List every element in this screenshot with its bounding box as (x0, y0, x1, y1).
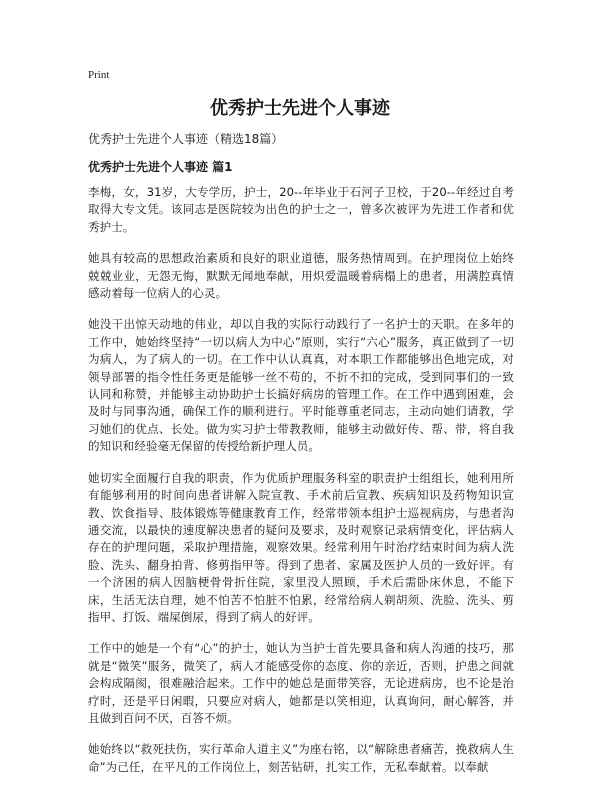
page-title: 优秀护士先进个人事迹 (210, 98, 390, 119)
print-link[interactable]: Print (88, 69, 110, 81)
section-heading: 优秀护士先进个人事迹 篇1 (88, 160, 233, 174)
paragraph: 她没干出惊天动地的伟业，却以自我的实际行动践行了一名护士的天职。在多年的工作中，她始终坚持“一切以病人为中心”原则，实行“六心”服务，真正做到了一切为病人，为了病人的一切。在工作中认认真真，对本职工作都能够出色地完成，对领导部署的指令性任务更是能够一丝不苟的，不折不扣的完成，受到同事们的一致认同和称赞，并能够主动协助护士长搞好病房的管理工作。在工作中遇到困难，会及时与同事沟通，确保工作的顺利进行。平时能尊重老同志，主动向她们请教，学习她们的优点、长处。做为实习护士带教教师，能够主动做好传、帮、带，将自我的知识和经验毫无保留的传授给新护理人员。 (88, 317, 514, 454)
paragraph: 她具有较高的思想政治素质和良好的职业道德，服务热情周到。在护理岗位上始终兢兢业业，无怨无悔，默默无闻地奉献，用炽爱温暖着病榻上的患者，用满腔真情感动着每一位病人的心灵。 (88, 251, 514, 301)
paragraph: 工作中的她是一个有“心”的护士，她认为当护士首先要具备和病人沟通的技巧，那就是“微笑”服务，微笑了，病人才能感受你的态度、你的亲近，否则，护患之间就会构成隔阂，很难融洽起来。工作中的她总是面带笑容，无论进病房，也不论是治疗时，还是平日闲暇，只要应对病人，她都是以笑相迎，认真询问，耐心解答，并且做到百问不厌，百答不烦。 (88, 641, 514, 725)
paragraph: 她始终以“救死扶伤，实行革命人道主义”为座右铭，以“解除患者痛苦，挽救病人生命”为己任，在平凡的工作岗位上，刻苦钻研，扎实工作，无私奉献着。以奉献 (88, 742, 514, 774)
article-body (88, 184, 514, 790)
paragraph: 她切实全面履行自我的职责，作为优质护理服务科室的职责护士组组长，她利用所有能够利用的时间向患者讲解入院宣教、手术前后宣教、疾病知识及药物知识宣教、饮食指导、肢体锻炼等健康教育工作，经常带领本组护士巡视病房，与患者沟通交流，以最快的速度解决患者的疑问及要求，及时观察记录病情变化，评估病人存在的护理问题，采取护理措施，观察效果。经常利用午时治疗结束时间为病人洗脸、洗头、翻身拍背、修剪指甲等。得到了患者、家属及医护人员的一致好评。有一个济困的病人因脑梗骨骨折住院，家里没人照顾，手术后需卧床休息，不能下床，生活无法自理，她不怕苦不怕脏不怕累，经常给病人剃胡须、洗脸、洗头、剪指甲、打饭、端屎倒尿，得到了病人的好评。 (88, 470, 514, 624)
document-subtitle: 优秀护士先进个人事迹（精选18篇） (88, 132, 284, 146)
paragraph: 李梅，女，31岁，大专学历，护士，20--年毕业于石河子卫校，于20--年经过自考取得大专文凭。该同志是医院较为出色的护士之一，曾多次被评为先进工作者和优秀护士。 (88, 185, 514, 234)
